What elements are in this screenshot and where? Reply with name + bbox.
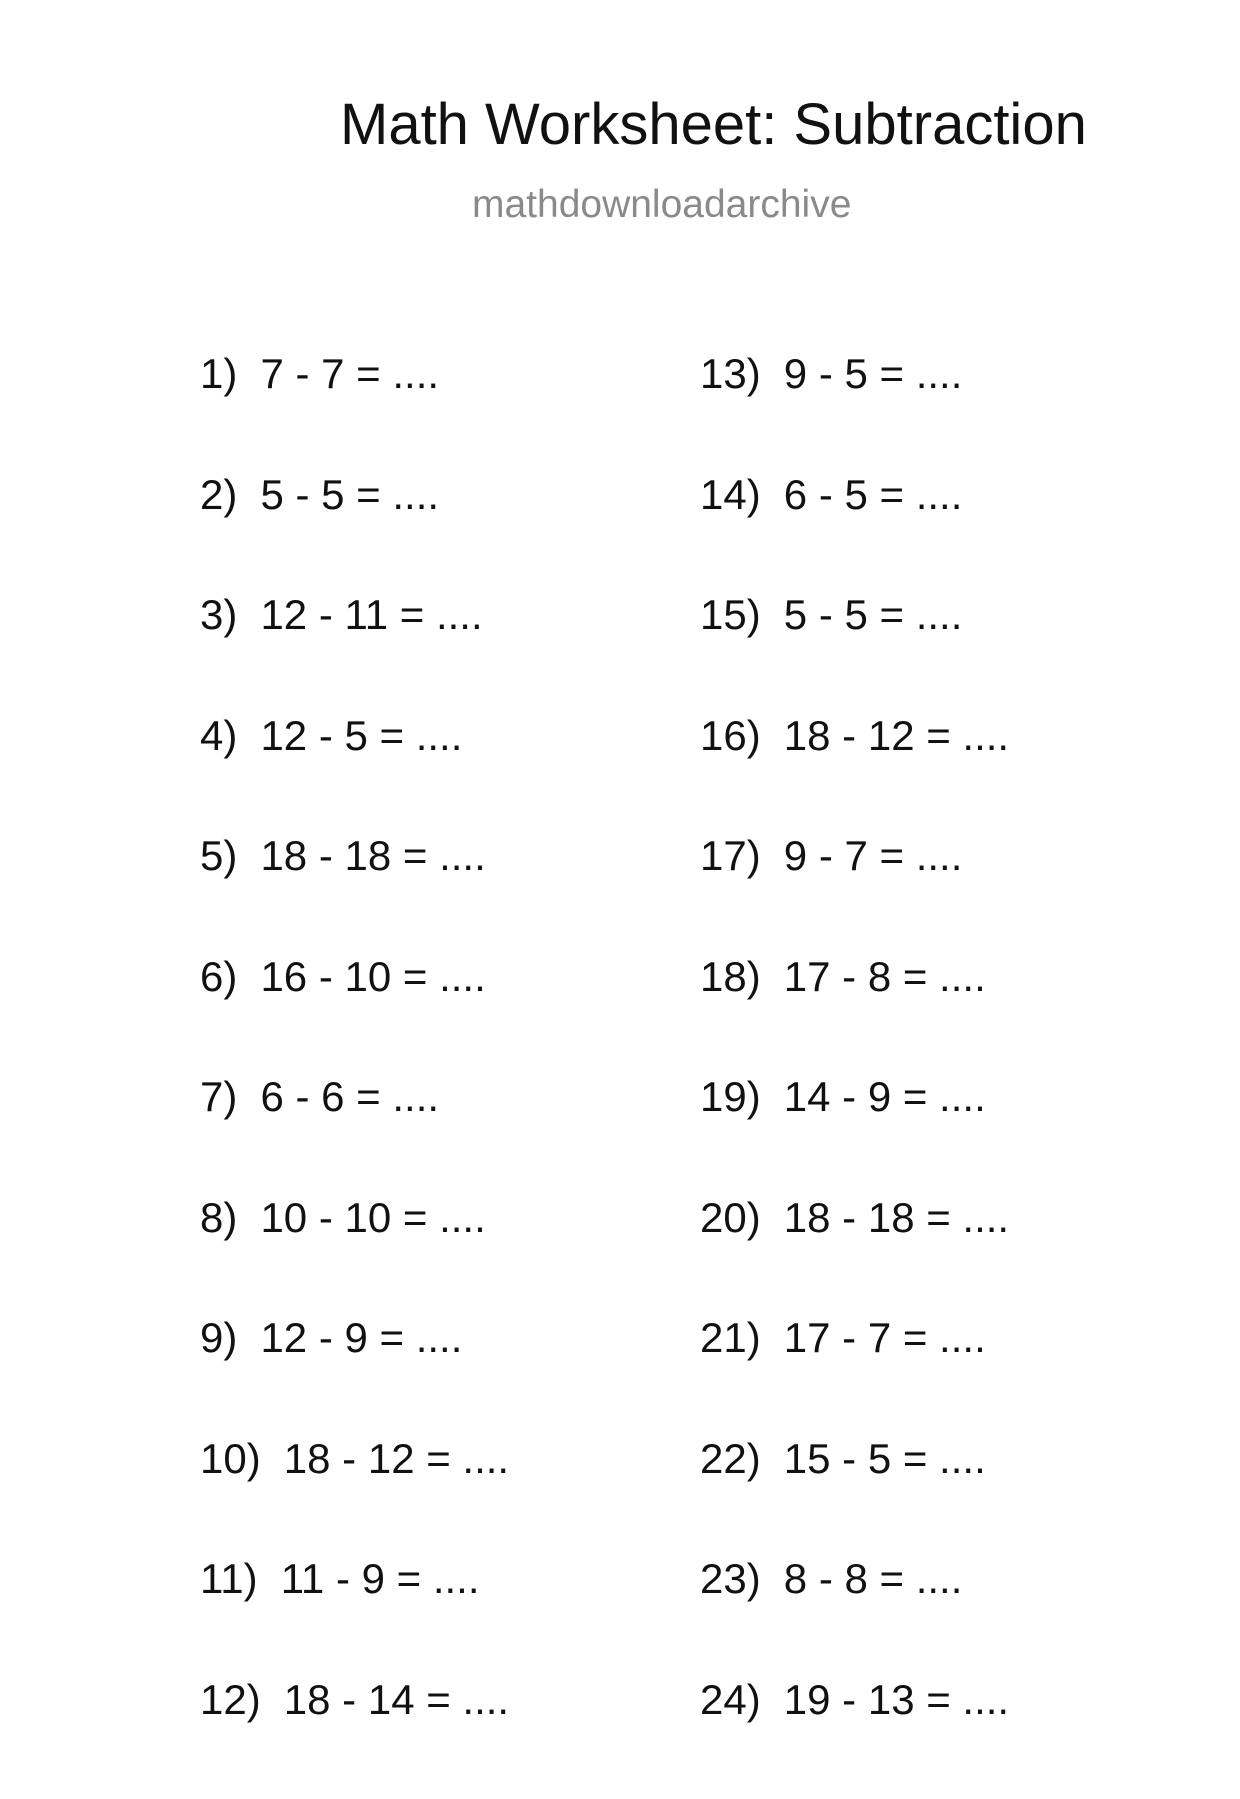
problem-number: 2) [200,474,237,516]
problem-expression: 15 - 5 = .... [784,1435,986,1482]
problem-item [700,353,1009,474]
problem-item [700,956,1009,1077]
problem-number: 12) [200,1679,261,1721]
problem-expression: 6 - 5 = .... [784,471,963,518]
problem-expression: 18 - 18 = .... [784,1194,1009,1241]
problem-item [700,594,1009,715]
problem-item [700,474,1009,595]
problem-column-right [700,353,1009,1799]
problem-number: 3) [200,594,237,636]
problem-item [200,1438,509,1559]
problem-expression: 16 - 10 = .... [260,953,485,1000]
problem-expression: 12 - 5 = .... [260,712,462,759]
problem-expression: 6 - 6 = .... [260,1073,439,1120]
problem-number: 19) [700,1076,761,1118]
problem-expression: 5 - 5 = .... [260,471,439,518]
problem-item [700,1438,1009,1559]
problem-item [700,1558,1009,1679]
problem-item [200,1076,509,1197]
problem-item [200,1317,509,1438]
problem-number: 11) [200,1558,258,1600]
problem-expression: 10 - 10 = .... [260,1194,485,1241]
problem-expression: 9 - 5 = .... [784,350,963,397]
problem-item [200,956,509,1077]
problem-number: 13) [700,353,761,395]
problem-number: 10) [200,1438,261,1480]
problem-number: 22) [700,1438,761,1480]
problem-expression: 19 - 13 = .... [784,1676,1009,1723]
problem-item [200,474,509,595]
problem-item [700,715,1009,836]
problem-item [700,1076,1009,1197]
problem-item [200,1558,509,1679]
problem-expression: 17 - 7 = .... [784,1314,986,1361]
problem-number: 16) [700,715,761,757]
problem-number: 14) [700,474,761,516]
worksheet-subtitle: mathdownloadarchive [472,185,851,224]
problem-number: 5) [200,835,237,877]
problem-number: 15) [700,594,761,636]
problem-number: 18) [700,956,761,998]
problem-number: 23) [700,1558,761,1600]
problem-expression: 18 - 12 = .... [284,1435,509,1482]
problem-expression: 18 - 14 = .... [284,1676,509,1723]
problem-number: 9) [200,1317,237,1359]
problem-item [700,835,1009,956]
problem-expression: 18 - 12 = .... [784,712,1009,759]
problem-expression: 11 - 9 = .... [281,1555,480,1602]
problem-item [200,715,509,836]
problem-number: 20) [700,1197,761,1239]
problem-number: 4) [200,715,237,757]
problem-expression: 9 - 7 = .... [784,832,963,879]
problem-item [700,1679,1009,1799]
problem-item [200,1679,509,1799]
problem-item [700,1317,1009,1438]
problem-expression: 12 - 9 = .... [260,1314,462,1361]
problem-number: 17) [700,835,761,877]
problem-number: 7) [200,1076,237,1118]
problem-number: 21) [700,1317,761,1359]
problem-column-left [200,353,509,1799]
problem-expression: 18 - 18 = .... [260,832,485,879]
problem-item [200,353,509,474]
problem-expression: 8 - 8 = .... [784,1555,963,1602]
problem-item [200,1197,509,1318]
problem-expression: 17 - 8 = .... [784,953,986,1000]
problem-expression: 7 - 7 = .... [260,350,439,397]
problem-number: 8) [200,1197,237,1239]
problem-expression: 5 - 5 = .... [784,591,963,638]
problem-item [200,594,509,715]
worksheet-title: Math Worksheet: Subtraction [340,96,1087,154]
problem-expression: 12 - 11 = .... [260,591,482,638]
problem-number: 1) [200,353,237,395]
problem-number: 6) [200,956,237,998]
problem-item [200,835,509,956]
problem-number: 24) [700,1679,761,1721]
problem-expression: 14 - 9 = .... [784,1073,986,1120]
problem-item [700,1197,1009,1318]
